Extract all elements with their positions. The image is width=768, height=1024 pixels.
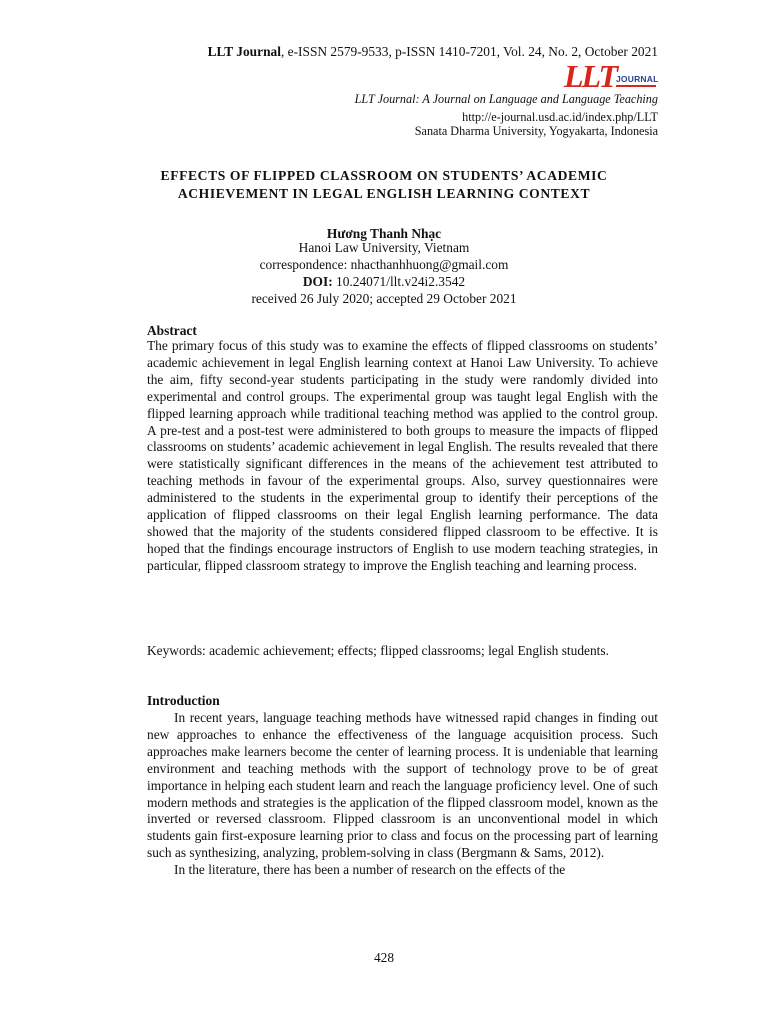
article-dates: received 26 July 2020; accepted 29 October 2021 (251, 291, 517, 306)
page-number: 428 (373, 950, 395, 965)
author-name: Hương Thanh Nhạc (326, 226, 442, 241)
journal-subtitle: LLT Journal: A Journal on Language and Language Teaching (354, 92, 658, 106)
article-title-line-1: EFFECTS OF FLIPPED CLASSROOM ON STUDENTS’ ACADEMIC (160, 168, 608, 183)
journal-url: http://e-journal.usd.ac.id/index.php/LLT (462, 110, 658, 124)
doi-line (110, 274, 658, 290)
logo-journal-text: JOURNAL (616, 74, 659, 84)
abstract-text: The primary focus of this study was to examine the effects of flipped classrooms on students’ academic achievement in legal English learning context at Hanoi Law University. To achieve the aim, fifty second-year students participating in the study were randomly divided into experimental and control groups. The experimental group was taught legal English with the flipped learning approach while traditional teaching method was applied to the control group. A pre-test and a post-test were administered to both groups to measure the impacts of flipped classrooms on students’ academic achievement in legal English. The results revealed that there were statistically significant differences in the means of the achievement test attributed to teaching methods in favour of the experimental groups. Also, survey questionnaires were administered to the students in the experimental group to identify their perceptions of the application of flipped classrooms on their legal English learning performance. The data showed that the majority of the students considered flipped classroom to be effective. It is hoped that the findings encourage instructors of English to use modern teaching strategies, in particular, flipped classroom strategy to improve the English teaching and learning process. (147, 338, 658, 573)
logo-underline (616, 85, 656, 87)
journal-university: Sanata Dharma University, Yogyakarta, Indonesia (414, 124, 658, 138)
article-title-line-2: ACHIEVEMENT IN LEGAL ENGLISH LEARNING CONTEXT (177, 186, 591, 201)
logo-llt-text: LLT (564, 58, 617, 94)
introduction-paragraph-1: In recent years, language teaching methods have witnessed rapid changes in finding out new approaches to enhance the effectiveness of the language acquisition process. Such approaches make learners become the center of learning process. It is undeniable that learning environment and teaching methods with the support of technology prove to be of great importance in helping each student learn and reach the language proficiency level. One of such modern methods and strategies is the application of the flipped classroom model, known as the inverted or reversed classroom. Flipped classroom is an unconventional model in which students gain first-exposure learning prior to class and focus on the processing part of learning such as synthesizing, analyzing, problem-solving in class (Bergmann & Sams, 2012). (147, 710, 658, 861)
journal-logo (564, 58, 659, 94)
keywords: Keywords: academic achievement; effects; flipped classrooms; legal English students. (147, 643, 609, 658)
correspondence-email: correspondence: nhacthanhhuong@gmail.com (259, 257, 509, 272)
author-affiliation: Hanoi Law University, Vietnam (298, 240, 470, 255)
introduction-paragraph-2: In the literature, there has been a number of research on the effects of the (174, 862, 566, 878)
journal-details: , e-ISSN 2579-9533, p-ISSN 1410-7201, Vol. 24, No. 2, October 2021 (280, 44, 658, 59)
abstract-heading: Abstract (147, 323, 197, 338)
doi-value: 10.24071/llt.v24i2.3542 (332, 274, 466, 289)
journal-name: LLT Journal (207, 44, 281, 59)
article-title (110, 167, 658, 203)
doi-label: DOI: (302, 274, 333, 289)
introduction-heading: Introduction (147, 693, 220, 708)
introduction-body (147, 710, 658, 879)
